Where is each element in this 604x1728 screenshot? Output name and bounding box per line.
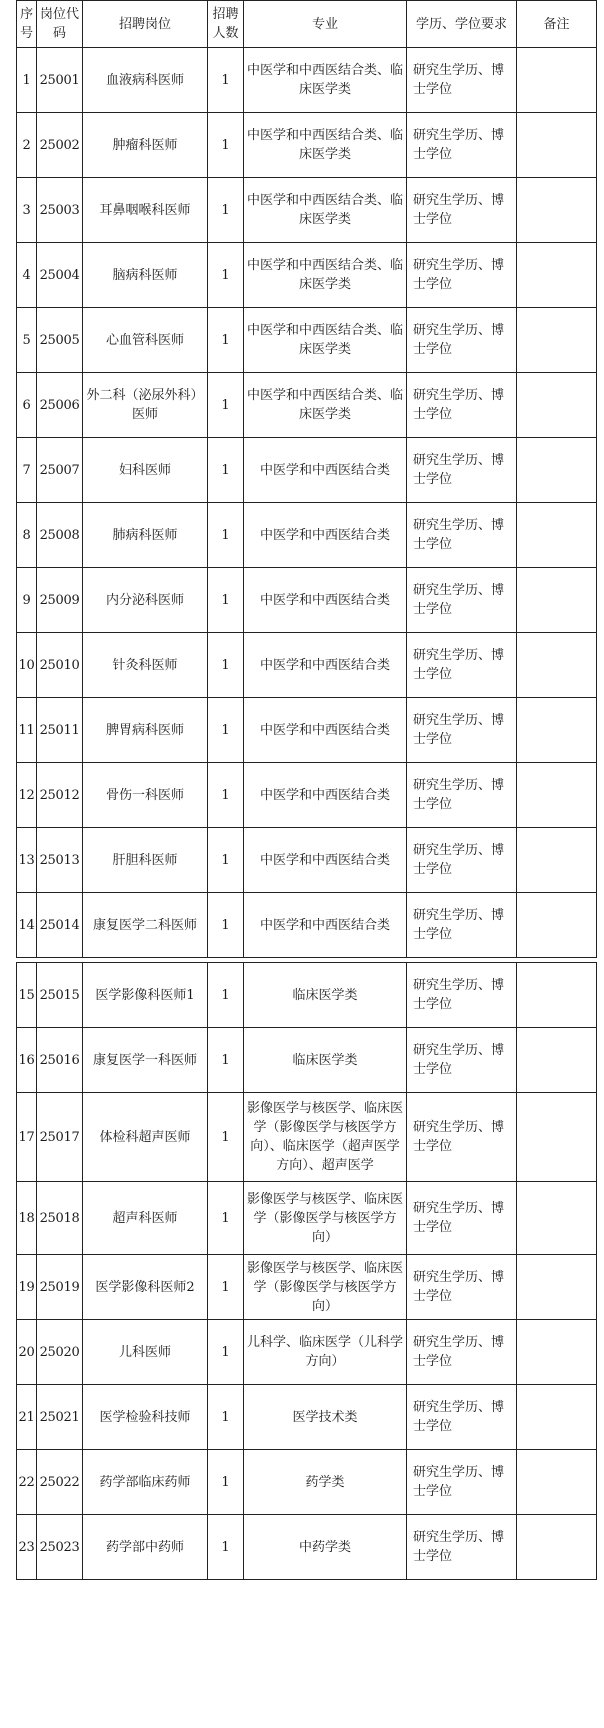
table-row — [17, 373, 597, 438]
cell-code: 25008 — [37, 503, 83, 568]
header-row — [17, 1, 597, 48]
cell-index: 7 — [17, 438, 37, 503]
table-row — [17, 1182, 597, 1255]
cell-code: 25011 — [37, 698, 83, 763]
cell-remark — [517, 373, 597, 438]
cell-code: 25003 — [37, 178, 83, 243]
cell-count: 1 — [208, 1182, 244, 1255]
cell-index: 17 — [17, 1093, 37, 1182]
cell-code: 25022 — [37, 1450, 83, 1515]
cell-remark — [517, 963, 597, 1028]
cell-count: 1 — [208, 1320, 244, 1385]
cell-index: 23 — [17, 1515, 37, 1580]
cell-index: 10 — [17, 633, 37, 698]
cell-index: 16 — [17, 1028, 37, 1093]
cell-position: 肝胆科医师 — [83, 828, 208, 893]
cell-major: 中医学和中西医结合类 — [244, 633, 407, 698]
cell-major: 中医学和中西医结合类、临床医学类 — [244, 243, 407, 308]
cell-code: 25002 — [37, 113, 83, 178]
cell-code: 25014 — [37, 893, 83, 958]
cell-remark — [517, 1515, 597, 1580]
table-row — [17, 438, 597, 503]
cell-major: 儿科学、临床医学（儿科学方向） — [244, 1320, 407, 1385]
cell-index: 19 — [17, 1255, 37, 1320]
cell-requirement: 研究生学历、博士学位 — [407, 893, 517, 958]
cell-index: 15 — [17, 963, 37, 1028]
cell-index: 22 — [17, 1450, 37, 1515]
cell-requirement: 研究生学历、博士学位 — [407, 1255, 517, 1320]
cell-remark — [517, 1450, 597, 1515]
table-row — [17, 828, 597, 893]
cell-remark — [517, 308, 597, 373]
table-row — [17, 113, 597, 178]
table-row — [17, 48, 597, 113]
table-body — [17, 1, 597, 1580]
cell-major: 中医学和中西医结合类 — [244, 438, 407, 503]
cell-code: 25018 — [37, 1182, 83, 1255]
cell-count: 1 — [208, 698, 244, 763]
table-row — [17, 1028, 597, 1093]
cell-count: 1 — [208, 963, 244, 1028]
cell-requirement: 研究生学历、博士学位 — [407, 243, 517, 308]
cell-position: 血液病科医师 — [83, 48, 208, 113]
cell-requirement: 研究生学历、博士学位 — [407, 1093, 517, 1182]
cell-major: 中医学和中西医结合类 — [244, 763, 407, 828]
cell-remark — [517, 178, 597, 243]
cell-requirement: 研究生学历、博士学位 — [407, 373, 517, 438]
cell-major: 中医学和中西医结合类 — [244, 893, 407, 958]
table-row — [17, 1385, 597, 1450]
cell-position: 药学部临床药师 — [83, 1450, 208, 1515]
cell-requirement: 研究生学历、博士学位 — [407, 113, 517, 178]
cell-count: 1 — [208, 503, 244, 568]
cell-position: 脾胃病科医师 — [83, 698, 208, 763]
cell-requirement: 研究生学历、博士学位 — [407, 1450, 517, 1515]
table-row — [17, 1320, 597, 1385]
table-row — [17, 698, 597, 763]
cell-remark — [517, 1320, 597, 1385]
cell-requirement: 研究生学历、博士学位 — [407, 698, 517, 763]
cell-count: 1 — [208, 438, 244, 503]
cell-index: 21 — [17, 1385, 37, 1450]
cell-code: 25020 — [37, 1320, 83, 1385]
cell-position: 肺病科医师 — [83, 503, 208, 568]
cell-position: 医学影像科医师2 — [83, 1255, 208, 1320]
cell-major: 临床医学类 — [244, 963, 407, 1028]
table-row — [17, 1255, 597, 1320]
cell-position: 妇科医师 — [83, 438, 208, 503]
cell-position: 针灸科医师 — [83, 633, 208, 698]
cell-requirement: 研究生学历、博士学位 — [407, 178, 517, 243]
cell-remark — [517, 1093, 597, 1182]
header-count: 招聘人数 — [208, 1, 244, 48]
cell-code: 25004 — [37, 243, 83, 308]
cell-position: 康复医学二科医师 — [83, 893, 208, 958]
table-row — [17, 1515, 597, 1580]
cell-count: 1 — [208, 828, 244, 893]
cell-major: 临床医学类 — [244, 1028, 407, 1093]
cell-remark — [517, 893, 597, 958]
cell-requirement: 研究生学历、博士学位 — [407, 963, 517, 1028]
cell-major: 中医学和中西医结合类、临床医学类 — [244, 308, 407, 373]
cell-code: 25006 — [37, 373, 83, 438]
cell-major: 药学类 — [244, 1450, 407, 1515]
cell-position: 骨伤一科医师 — [83, 763, 208, 828]
cell-position: 医学影像科医师1 — [83, 963, 208, 1028]
cell-position: 药学部中药师 — [83, 1515, 208, 1580]
cell-remark — [517, 438, 597, 503]
cell-count: 1 — [208, 633, 244, 698]
cell-position: 脑病科医师 — [83, 243, 208, 308]
cell-requirement: 研究生学历、博士学位 — [407, 308, 517, 373]
cell-code: 25017 — [37, 1093, 83, 1182]
cell-index: 18 — [17, 1182, 37, 1255]
cell-index: 5 — [17, 308, 37, 373]
header-remark: 备注 — [517, 1, 597, 48]
cell-requirement: 研究生学历、博士学位 — [407, 1028, 517, 1093]
cell-major: 中医学和中西医结合类 — [244, 503, 407, 568]
cell-index: 11 — [17, 698, 37, 763]
cell-index: 13 — [17, 828, 37, 893]
cell-major: 中医学和中西医结合类、临床医学类 — [244, 113, 407, 178]
cell-code: 25009 — [37, 568, 83, 633]
cell-count: 1 — [208, 373, 244, 438]
table-row — [17, 568, 597, 633]
cell-requirement: 研究生学历、博士学位 — [407, 503, 517, 568]
cell-index: 4 — [17, 243, 37, 308]
cell-position: 医学检验科技师 — [83, 1385, 208, 1450]
cell-position: 体检科超声医师 — [83, 1093, 208, 1182]
cell-remark — [517, 243, 597, 308]
cell-count: 1 — [208, 1028, 244, 1093]
cell-requirement: 研究生学历、博士学位 — [407, 1182, 517, 1255]
cell-major: 中医学和中西医结合类 — [244, 828, 407, 893]
cell-position: 内分泌科医师 — [83, 568, 208, 633]
cell-requirement: 研究生学历、博士学位 — [407, 438, 517, 503]
cell-position: 心血管科医师 — [83, 308, 208, 373]
cell-remark — [517, 1182, 597, 1255]
cell-remark — [517, 763, 597, 828]
table-row — [17, 243, 597, 308]
cell-remark — [517, 48, 597, 113]
cell-requirement: 研究生学历、博士学位 — [407, 1385, 517, 1450]
table-row — [17, 633, 597, 698]
cell-remark — [517, 113, 597, 178]
cell-code: 25023 — [37, 1515, 83, 1580]
cell-code: 25005 — [37, 308, 83, 373]
cell-index: 20 — [17, 1320, 37, 1385]
cell-remark — [517, 1028, 597, 1093]
cell-major: 中医学和中西医结合类、临床医学类 — [244, 48, 407, 113]
cell-index: 6 — [17, 373, 37, 438]
cell-position: 耳鼻咽喉科医师 — [83, 178, 208, 243]
cell-remark — [517, 633, 597, 698]
cell-position: 外二科（泌尿外科）医师 — [83, 373, 208, 438]
cell-index: 9 — [17, 568, 37, 633]
cell-count: 1 — [208, 1450, 244, 1515]
cell-major: 影像医学与核医学、临床医学（影像医学与核医学方向） — [244, 1182, 407, 1255]
cell-major: 中医学和中西医结合类、临床医学类 — [244, 373, 407, 438]
recruitment-table — [16, 0, 597, 1580]
table-row — [17, 178, 597, 243]
cell-code: 25013 — [37, 828, 83, 893]
cell-code: 25001 — [37, 48, 83, 113]
cell-major: 中医学和中西医结合类 — [244, 698, 407, 763]
table-row — [17, 308, 597, 373]
table-row — [17, 503, 597, 568]
cell-remark — [517, 503, 597, 568]
cell-major: 中医学和中西医结合类 — [244, 568, 407, 633]
cell-index: 1 — [17, 48, 37, 113]
table-row — [17, 1093, 597, 1182]
cell-code: 25012 — [37, 763, 83, 828]
cell-position: 康复医学一科医师 — [83, 1028, 208, 1093]
cell-count: 1 — [208, 763, 244, 828]
cell-position: 儿科医师 — [83, 1320, 208, 1385]
cell-major: 中药学类 — [244, 1515, 407, 1580]
header-requirement: 学历、学位要求 — [407, 1, 517, 48]
cell-index: 3 — [17, 178, 37, 243]
cell-count: 1 — [208, 1255, 244, 1320]
cell-index: 12 — [17, 763, 37, 828]
cell-remark — [517, 828, 597, 893]
table-row — [17, 893, 597, 958]
cell-code: 25010 — [37, 633, 83, 698]
cell-position: 肿瘤科医师 — [83, 113, 208, 178]
cell-code: 25007 — [37, 438, 83, 503]
header-major: 专业 — [244, 1, 407, 48]
cell-major: 中医学和中西医结合类、临床医学类 — [244, 178, 407, 243]
cell-major: 影像医学与核医学、临床医学（影像医学与核医学方向）、临床医学（超声医学方向）、超声医学 — [244, 1093, 407, 1182]
cell-major: 影像医学与核医学、临床医学（影像医学与核医学方向） — [244, 1255, 407, 1320]
cell-requirement: 研究生学历、博士学位 — [407, 568, 517, 633]
table-row — [17, 963, 597, 1028]
recruitment-table-container — [16, 0, 597, 1580]
cell-code: 25021 — [37, 1385, 83, 1450]
cell-requirement: 研究生学历、博士学位 — [407, 1515, 517, 1580]
cell-requirement: 研究生学历、博士学位 — [407, 1320, 517, 1385]
cell-count: 1 — [208, 893, 244, 958]
cell-index: 14 — [17, 893, 37, 958]
cell-count: 1 — [208, 178, 244, 243]
table-row — [17, 763, 597, 828]
cell-count: 1 — [208, 308, 244, 373]
cell-index: 8 — [17, 503, 37, 568]
cell-code: 25019 — [37, 1255, 83, 1320]
header-code: 岗位代码 — [37, 1, 83, 48]
header-position: 招聘岗位 — [83, 1, 208, 48]
cell-index: 2 — [17, 113, 37, 178]
cell-requirement: 研究生学历、博士学位 — [407, 48, 517, 113]
cell-count: 1 — [208, 48, 244, 113]
cell-count: 1 — [208, 1385, 244, 1450]
cell-requirement: 研究生学历、博士学位 — [407, 633, 517, 698]
cell-major: 医学技术类 — [244, 1385, 407, 1450]
cell-remark — [517, 568, 597, 633]
header-index: 序号 — [17, 1, 37, 48]
cell-code: 25016 — [37, 1028, 83, 1093]
cell-position: 超声科医师 — [83, 1182, 208, 1255]
cell-count: 1 — [208, 1093, 244, 1182]
cell-count: 1 — [208, 568, 244, 633]
table-row — [17, 1450, 597, 1515]
cell-count: 1 — [208, 113, 244, 178]
cell-code: 25015 — [37, 963, 83, 1028]
cell-remark — [517, 1385, 597, 1450]
cell-requirement: 研究生学历、博士学位 — [407, 828, 517, 893]
cell-remark — [517, 698, 597, 763]
cell-remark — [517, 1255, 597, 1320]
cell-requirement: 研究生学历、博士学位 — [407, 763, 517, 828]
cell-count: 1 — [208, 1515, 244, 1580]
cell-count: 1 — [208, 243, 244, 308]
